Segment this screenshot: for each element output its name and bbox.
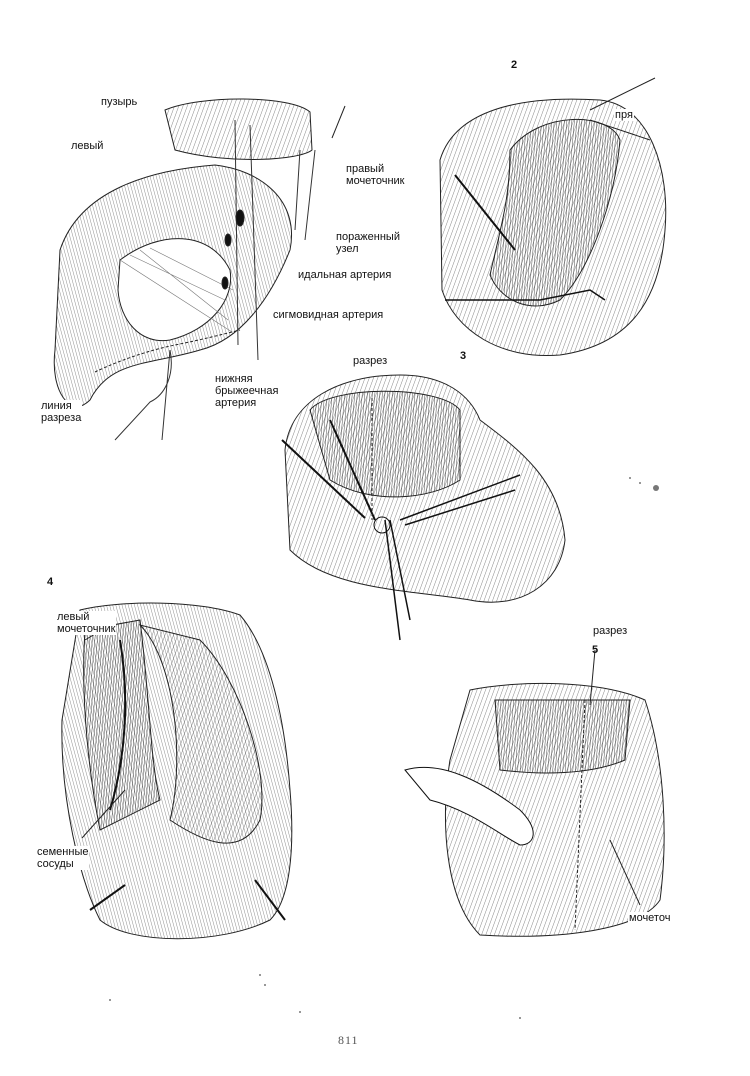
figure-number-3: 3: [460, 350, 467, 362]
label-artery: идальная артерия: [298, 269, 392, 281]
figure-4-drawing: [62, 603, 292, 939]
label-right-ureter: правый мочеточник: [346, 163, 405, 187]
figure-number-2: 2: [511, 59, 518, 71]
label-sigmoid-artery: сигмовидная артерия: [273, 309, 384, 321]
label-left-ureter: левый мочеточник: [57, 611, 116, 635]
label-incision-5: разрез: [593, 625, 628, 637]
label-bladder: пузырь: [101, 96, 138, 108]
label-seminal-vessels: семенные сосуды: [37, 846, 89, 870]
figure-number-5: 5: [592, 644, 599, 656]
label-rectum: пря: [615, 109, 633, 121]
figure-number-4: 4: [47, 576, 54, 588]
label-incision-3: разрез: [353, 355, 388, 367]
label-affected-node: пораженный узел: [336, 231, 400, 255]
label-ureter-5: мочеточ: [629, 912, 671, 924]
page-number: 811: [338, 1033, 359, 1047]
figure-5-drawing: [405, 650, 664, 936]
label-incision-line: линия разреза: [41, 400, 82, 424]
label-inferior-mesenteric-artery: нижняя брыжеечная артерия: [215, 373, 279, 409]
figure-3-drawing: [282, 375, 565, 640]
label-left: левый: [71, 140, 104, 152]
